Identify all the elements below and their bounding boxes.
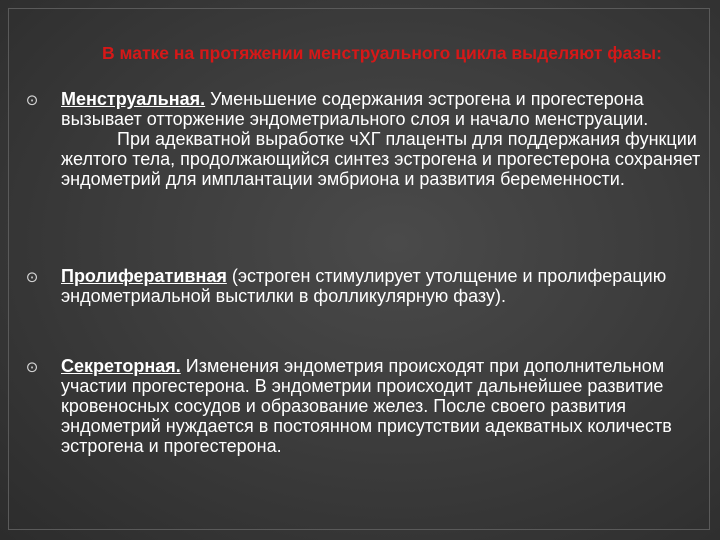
phase-text xyxy=(61,266,708,306)
phase-item-menstrual xyxy=(18,89,708,189)
circled-dot-bullet-icon: ⊙ xyxy=(25,92,39,109)
phase-description: Уменьшение содержания эстрогена и прогестерона вызывает отторжение эндометриального слоя и начало менструации. xyxy=(61,89,649,129)
circled-dot-bullet-icon: ⊙ xyxy=(25,359,39,376)
phase-item-proliferative xyxy=(18,266,708,306)
phase-text xyxy=(61,89,708,189)
phase-item-secretory xyxy=(18,356,708,456)
phase-description: (эстроген стимулирует утолщение и пролиферацию эндометриальной выстилки в фолликулярную фазу). xyxy=(61,266,667,306)
phase-term: Менструальная. xyxy=(61,89,206,109)
phase-extra-paragraph: При адекватной выработке чХГ плаценты для поддержания функции желтого тела, продолжающийся синтез эстрогена и прогестерона сохраняет эндометрий для имплантации эмбриона и развития беременности. xyxy=(61,129,701,189)
circled-dot-bullet-icon: ⊙ xyxy=(25,269,39,286)
phase-term: Пролиферативная xyxy=(61,266,227,286)
phase-term: Секреторная. xyxy=(61,356,181,376)
slide-title: В матке на протяжении менструального цикла выделяют фазы: xyxy=(102,43,662,63)
phase-description: Изменения эндометрия происходят при дополнительном участии прогестерона. В эндометрии происходит дальнейшее развитие кровеносных сосудов и образование желез. После своего развития эндометрий нуждается в постоянном присутствии адекватных количеств эстрогена и прогестерона. xyxy=(61,356,672,456)
phase-text xyxy=(61,356,708,456)
